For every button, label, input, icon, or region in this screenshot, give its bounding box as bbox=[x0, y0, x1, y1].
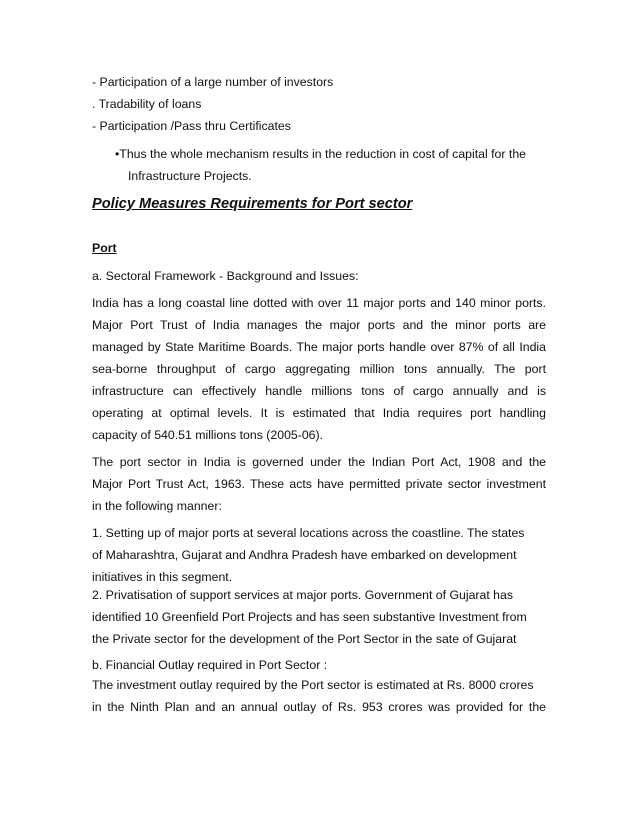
para2-line: Major Port Trust Act, 1963. These acts have permitted private sector investment bbox=[92, 477, 546, 491]
intro-line-3: - Participation /Pass thru Certificates bbox=[92, 119, 291, 133]
para1-line: capacity of 540.51 millions tons (2005-06). bbox=[92, 428, 324, 442]
item2-line: the Private sector for the development of the Port Sector in the sate of Gujarat bbox=[92, 632, 517, 646]
section-b-title: b. Financial Outlay required in Port Sector : bbox=[92, 658, 328, 672]
bullet-line-2: Infrastructure Projects. bbox=[128, 169, 252, 183]
intro-line-2: . Tradability of loans bbox=[92, 97, 202, 111]
para3-line: The investment outlay required by the Port sector is estimated at Rs. 8000 crores bbox=[92, 678, 534, 692]
item1-line: 1. Setting up of major ports at several locations across the coastline. The states bbox=[92, 526, 525, 540]
para1-line: managed by State Maritime Boards. The major ports handle over 87% of all India bbox=[92, 340, 546, 354]
item1-line: of Maharashtra, Gujarat and Andhra Pradesh have embarked on development bbox=[92, 548, 517, 562]
para1-line: operating at optimal levels. It is estimated that India requires port handling bbox=[92, 406, 546, 420]
para1-line: Major Port Trust of India manages the major ports and the minor ports are bbox=[92, 318, 546, 332]
item2-line: 2. Privatisation of support services at major ports. Government of Gujarat has bbox=[92, 588, 514, 602]
section-heading: Policy Measures Requirements for Port sector bbox=[92, 196, 413, 212]
para3-line: in the Ninth Plan and an annual outlay of Rs. 953 crores was provided for the bbox=[92, 700, 546, 714]
para2-line: The port sector in India is governed under the Indian Port Act, 1908 and the bbox=[92, 455, 546, 469]
para1-line: sea-borne throughput of cargo aggregating million tons annually. The port bbox=[92, 362, 546, 376]
para2-line: in the following manner: bbox=[92, 499, 222, 513]
item2-line: identified 10 Greenfield Port Projects and has seen substantive Investment from bbox=[92, 610, 527, 624]
bullet-line-1: •Thus the whole mechanism results in the reduction in cost of capital for the bbox=[115, 147, 526, 161]
intro-line-1: - Participation of a large number of investors bbox=[92, 75, 334, 89]
para1-line: infrastructure can effectively handle millions tons of cargo annually and is bbox=[92, 384, 546, 398]
item1-line: initiatives in this segment. bbox=[92, 570, 233, 584]
section-a-title: a. Sectoral Framework - Background and Issues: bbox=[92, 269, 359, 283]
para1-line: India has a long coastal line dotted with over 11 major ports and 140 minor ports. bbox=[92, 296, 546, 310]
subheading-port: Port bbox=[92, 241, 117, 255]
